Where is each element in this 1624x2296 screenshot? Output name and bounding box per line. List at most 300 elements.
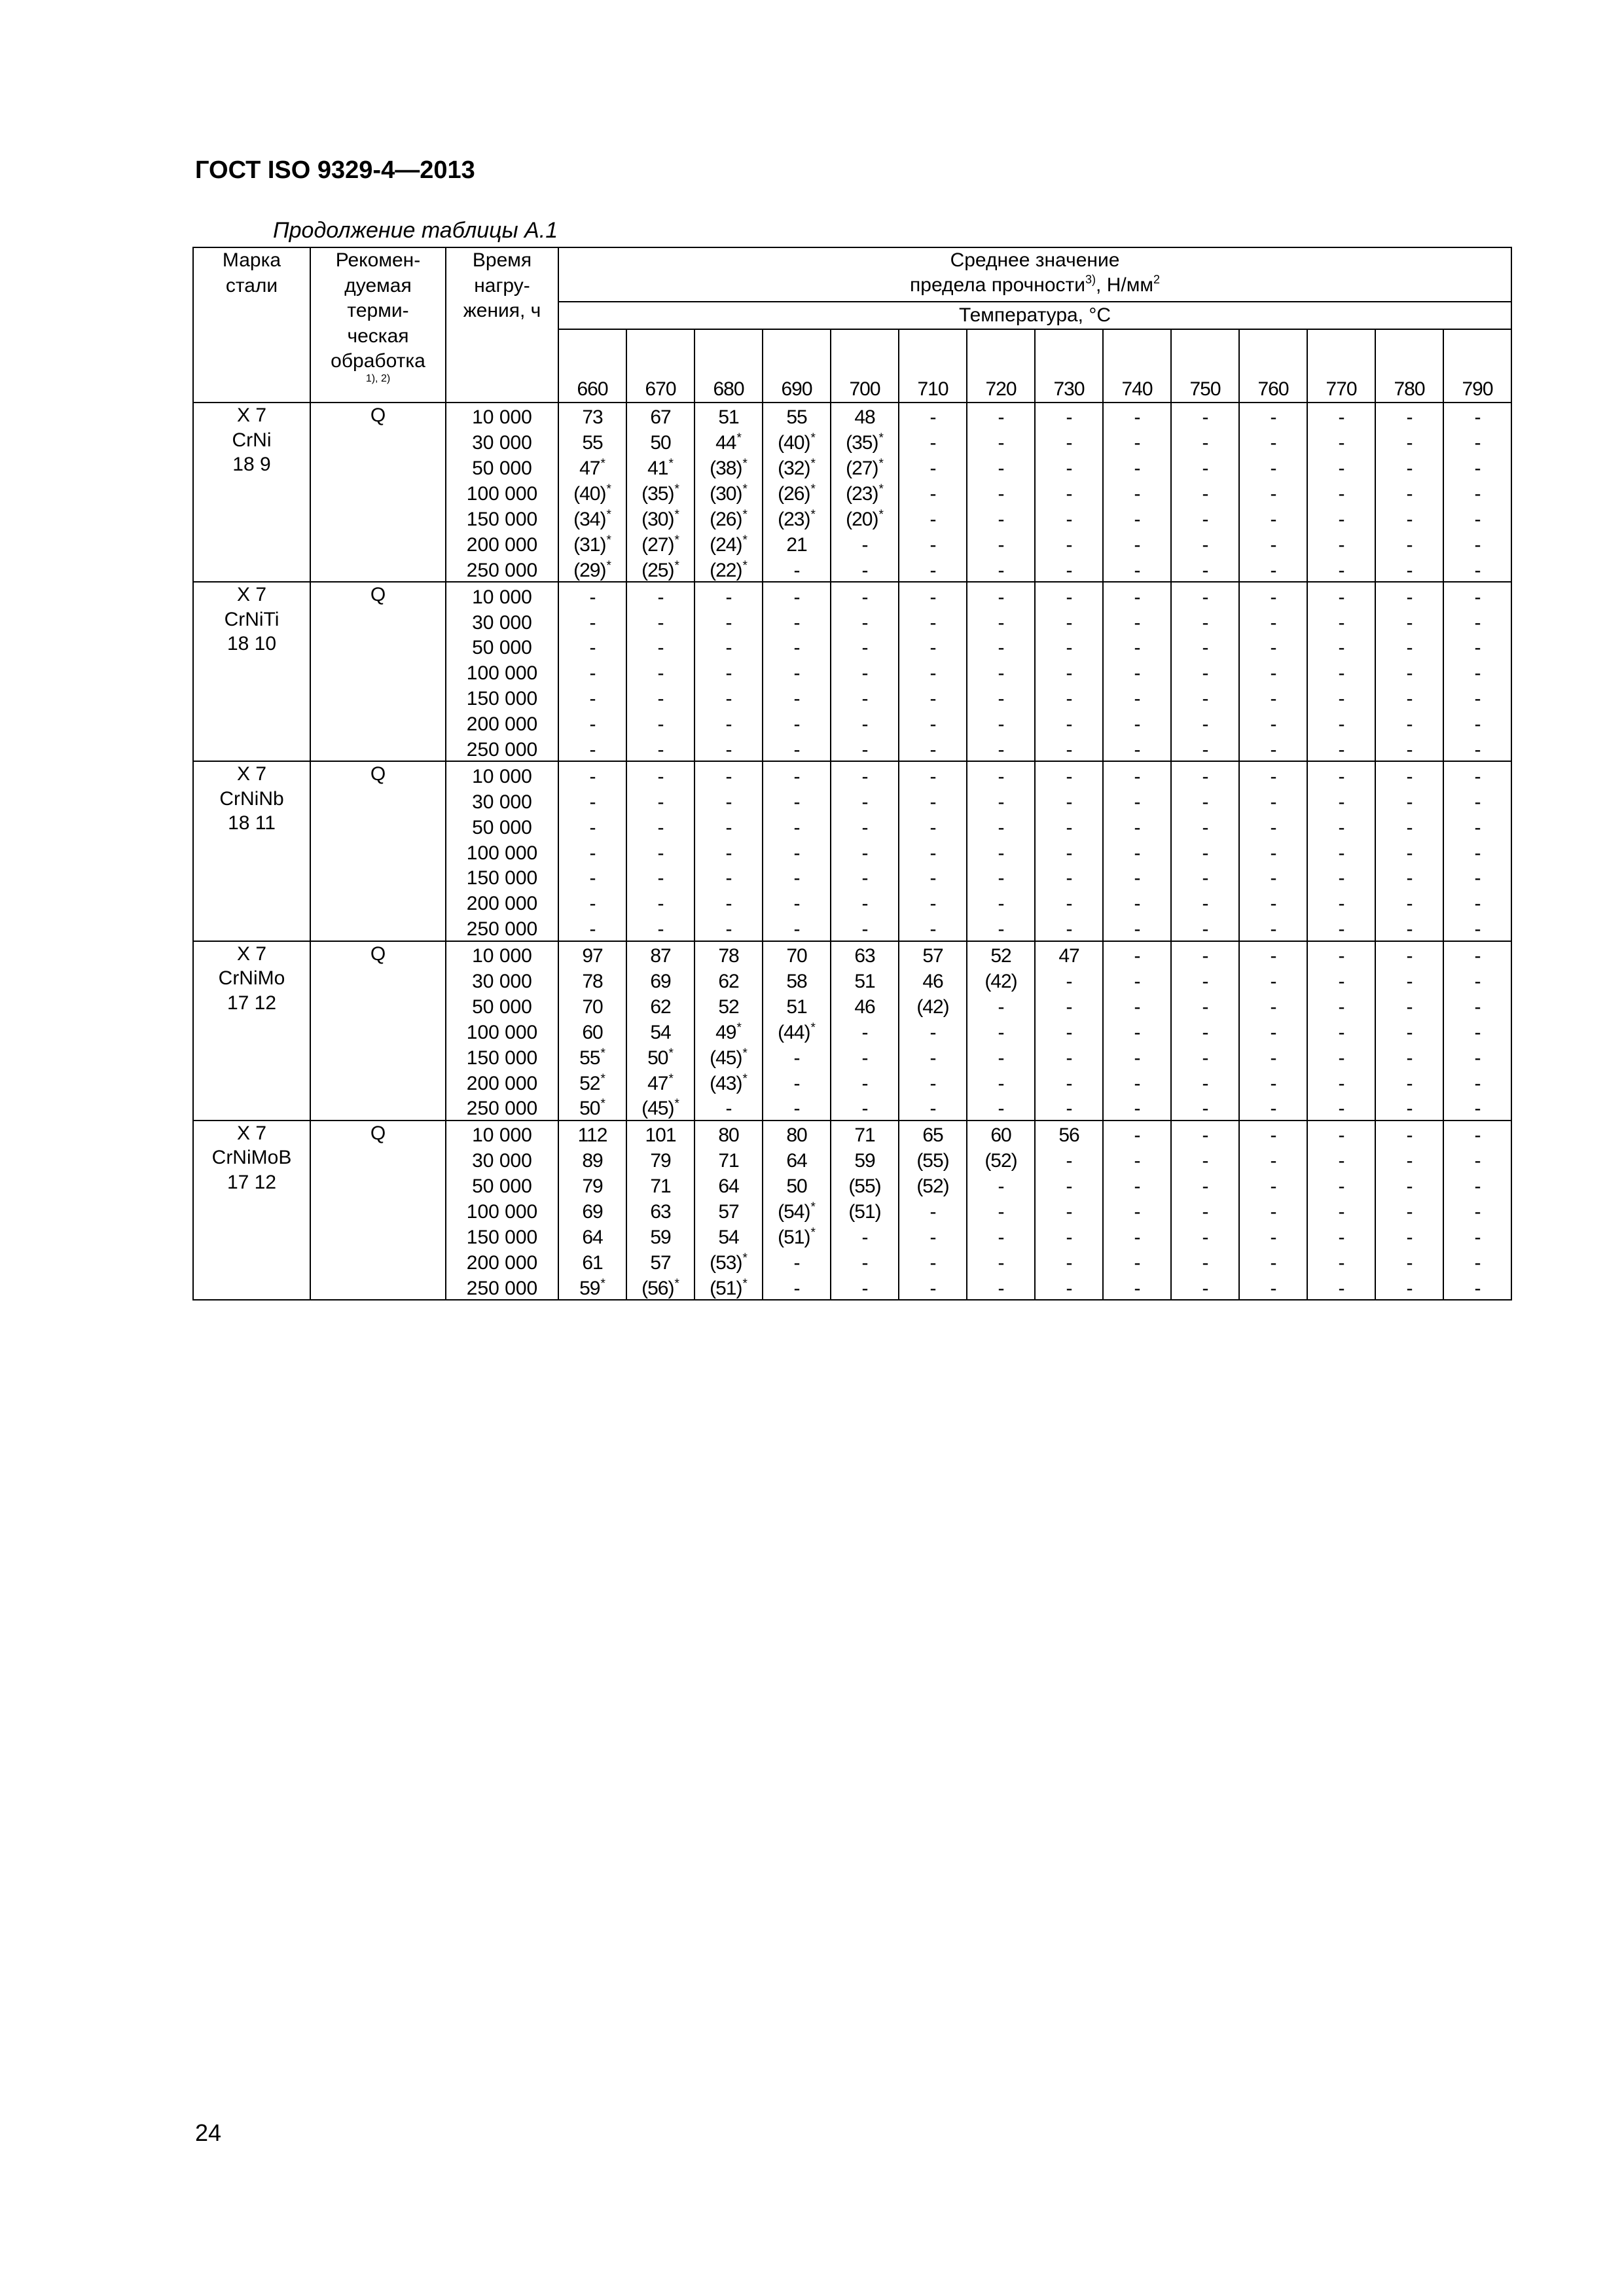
- value-cell: -: [763, 608, 831, 634]
- value-cell: -: [558, 736, 626, 762]
- value-cell: (53)*: [695, 1248, 763, 1274]
- value-cell: -: [558, 787, 626, 813]
- value-cell: 67: [626, 403, 695, 429]
- value-cell: -: [1103, 1094, 1171, 1121]
- load-time-cell: 50 000: [446, 992, 558, 1018]
- value-cell: -: [1375, 556, 1443, 582]
- value-cell: -: [1103, 710, 1171, 736]
- value-cell: -: [1375, 1198, 1443, 1223]
- value-cell: -: [967, 403, 1035, 429]
- value-cell: (26)*: [695, 505, 763, 531]
- value-cell: (55): [831, 1172, 899, 1198]
- value-cell: -: [1443, 1172, 1511, 1198]
- footnote-asterisk: *: [736, 431, 742, 446]
- value-cell: -: [626, 659, 695, 685]
- value-cell: -: [1239, 1274, 1307, 1300]
- value-cell: -: [1307, 889, 1375, 915]
- table-row: [193, 1121, 1511, 1147]
- value-cell: -: [763, 1248, 831, 1274]
- value-cell: -: [899, 787, 967, 813]
- value-cell: -: [967, 710, 1035, 736]
- value-cell: -: [831, 634, 899, 659]
- value-cell: 61: [558, 1248, 626, 1274]
- steel-grade-line: 17 12: [226, 1171, 277, 1193]
- footnote-asterisk: *: [810, 1200, 816, 1215]
- value-cell: -: [1171, 761, 1239, 787]
- value-cell: 57: [695, 1198, 763, 1223]
- value-cell: -: [1171, 787, 1239, 813]
- footnote-asterisk: *: [878, 457, 884, 471]
- value-cell: -: [967, 992, 1035, 1018]
- value-cell: -: [558, 582, 626, 608]
- value-cell: -: [1307, 634, 1375, 659]
- footnote-asterisk: *: [810, 482, 816, 497]
- value-cell: -: [1103, 1121, 1171, 1147]
- value-cell: -: [763, 736, 831, 762]
- value-cell: -: [1035, 967, 1103, 993]
- value-cell: (23)*: [831, 480, 899, 505]
- value-cell: -: [626, 710, 695, 736]
- value-cell: -: [1171, 1248, 1239, 1274]
- value-cell: -: [1443, 864, 1511, 889]
- value-cell: -: [1375, 429, 1443, 454]
- value-cell: (42): [967, 967, 1035, 993]
- value-cell: -: [695, 736, 763, 762]
- value-cell: -: [695, 813, 763, 838]
- value-cell: (51)*: [763, 1223, 831, 1249]
- value-cell: -: [1307, 1094, 1375, 1121]
- value-cell: (24)*: [695, 530, 763, 556]
- strength-table: [192, 247, 1512, 1300]
- value-cell: -: [1239, 556, 1307, 582]
- value-cell: (35)*: [626, 480, 695, 505]
- value-cell: -: [1035, 582, 1103, 608]
- value-cell: -: [1443, 889, 1511, 915]
- value-cell: -: [899, 1094, 967, 1121]
- steel-grade-line: X 7: [236, 942, 267, 965]
- value-cell: -: [899, 530, 967, 556]
- value-cell: -: [1239, 429, 1307, 454]
- footnote-asterisk: *: [810, 1225, 816, 1240]
- value-cell: -: [1375, 403, 1443, 429]
- value-cell: -: [899, 556, 967, 582]
- value-cell: -: [967, 813, 1035, 838]
- value-cell: -: [1171, 967, 1239, 993]
- value-cell: -: [1307, 505, 1375, 531]
- value-cell: (29)*: [558, 556, 626, 582]
- value-cell: 63: [831, 941, 899, 967]
- value-cell: -: [1035, 1248, 1103, 1274]
- value-cell: 41*: [626, 454, 695, 480]
- value-cell: -: [967, 1043, 1035, 1069]
- value-cell: -: [1443, 736, 1511, 762]
- value-cell: -: [1307, 454, 1375, 480]
- load-time-cell: 30 000: [446, 608, 558, 634]
- value-cell: -: [831, 915, 899, 941]
- value-cell: -: [626, 915, 695, 941]
- steel-grade-cell: [193, 761, 310, 941]
- value-cell: -: [626, 787, 695, 813]
- value-cell: -: [831, 813, 899, 838]
- steel-grade-line: X 7: [236, 584, 267, 606]
- footnote-asterisk: *: [674, 558, 679, 573]
- value-cell: -: [1239, 787, 1307, 813]
- load-time-cell: 150 000: [446, 685, 558, 710]
- header-heat-treatment: [310, 247, 446, 403]
- footnote-asterisk: *: [606, 482, 611, 497]
- header-strength-footnote: 3): [1085, 273, 1096, 286]
- value-cell: -: [1443, 710, 1511, 736]
- value-cell: -: [1171, 915, 1239, 941]
- value-cell: (52): [899, 1172, 967, 1198]
- load-time-cell: 50 000: [446, 454, 558, 480]
- value-cell: (56)*: [626, 1274, 695, 1300]
- load-time-cell: 200 000: [446, 1248, 558, 1274]
- value-cell: -: [967, 608, 1035, 634]
- load-time-cell: 100 000: [446, 1018, 558, 1043]
- value-cell: -: [1171, 403, 1239, 429]
- value-cell: -: [1035, 480, 1103, 505]
- value-cell: -: [899, 813, 967, 838]
- value-cell: -: [1103, 864, 1171, 889]
- value-cell: -: [1443, 530, 1511, 556]
- value-cell: -: [967, 838, 1035, 864]
- value-cell: -: [967, 1069, 1035, 1094]
- value-cell: -: [1035, 1043, 1103, 1069]
- value-cell: -: [1103, 403, 1171, 429]
- value-cell: -: [1443, 1248, 1511, 1274]
- value-cell: -: [1239, 864, 1307, 889]
- value-cell: (27)*: [626, 530, 695, 556]
- value-cell: -: [899, 1274, 967, 1300]
- value-cell: -: [1307, 1018, 1375, 1043]
- load-time-cell: 10 000: [446, 761, 558, 787]
- load-time-cell: 10 000: [446, 1121, 558, 1147]
- value-cell: -: [1171, 1043, 1239, 1069]
- header-temperature-770: 770: [1307, 329, 1375, 403]
- value-cell: -: [899, 1043, 967, 1069]
- header-temperature: Температура, °С: [558, 302, 1511, 329]
- table-row: [193, 941, 1511, 967]
- footnote-asterisk: *: [606, 533, 611, 547]
- value-cell: -: [1375, 864, 1443, 889]
- value-cell: -: [1035, 1094, 1103, 1121]
- heat-treatment-cell: Q: [310, 1121, 446, 1300]
- value-cell: -: [1375, 1172, 1443, 1198]
- value-cell: -: [763, 1274, 831, 1300]
- value-cell: -: [967, 480, 1035, 505]
- value-cell: -: [1171, 1172, 1239, 1198]
- value-cell: -: [1171, 864, 1239, 889]
- value-cell: -: [831, 556, 899, 582]
- value-cell: -: [1443, 429, 1511, 454]
- value-cell: 52: [967, 941, 1035, 967]
- footnote-asterisk: *: [674, 1097, 679, 1111]
- value-cell: -: [1103, 915, 1171, 941]
- value-cell: -: [1103, 1248, 1171, 1274]
- value-cell: 60: [967, 1121, 1035, 1147]
- header-strength-line2-wrap: [559, 273, 1511, 298]
- value-cell: -: [1375, 889, 1443, 915]
- value-cell: 101: [626, 1121, 695, 1147]
- value-cell: -: [1443, 659, 1511, 685]
- value-cell: -: [626, 634, 695, 659]
- value-cell: (43)*: [695, 1069, 763, 1094]
- value-cell: 50*: [558, 1094, 626, 1121]
- steel-grade-cell: [193, 582, 310, 761]
- value-cell: -: [967, 915, 1035, 941]
- value-cell: -: [558, 659, 626, 685]
- value-cell: -: [831, 1274, 899, 1300]
- value-cell: -: [1443, 1223, 1511, 1249]
- value-cell: -: [1443, 838, 1511, 864]
- value-cell: -: [1171, 634, 1239, 659]
- value-cell: -: [1171, 1094, 1239, 1121]
- document-header: ГОСТ ISO 9329-4—2013: [195, 156, 475, 184]
- footnote-asterisk: *: [742, 457, 748, 471]
- value-cell: -: [1035, 992, 1103, 1018]
- header-temperature-680: 680: [695, 329, 763, 403]
- header-temperature-690: 690: [763, 329, 831, 403]
- value-cell: -: [1443, 480, 1511, 505]
- value-cell: -: [763, 761, 831, 787]
- value-cell: -: [1443, 787, 1511, 813]
- value-cell: 59: [831, 1147, 899, 1172]
- value-cell: -: [1103, 967, 1171, 993]
- value-cell: -: [1239, 480, 1307, 505]
- value-cell: -: [626, 889, 695, 915]
- footnote-asterisk: *: [810, 1020, 816, 1035]
- value-cell: -: [831, 1018, 899, 1043]
- value-cell: -: [1035, 1018, 1103, 1043]
- table-row: [193, 761, 1511, 787]
- value-cell: -: [763, 685, 831, 710]
- header-temperature-750: 750: [1171, 329, 1239, 403]
- header-temperature-730: 730: [1035, 329, 1103, 403]
- value-cell: -: [899, 659, 967, 685]
- value-cell: 78: [558, 967, 626, 993]
- footnote-asterisk: *: [600, 1097, 605, 1111]
- value-cell: -: [1307, 710, 1375, 736]
- steel-grade-line: CrNiMoB: [211, 1147, 292, 1169]
- value-cell: -: [1035, 1198, 1103, 1223]
- value-cell: -: [695, 915, 763, 941]
- value-cell: 51: [831, 967, 899, 993]
- value-cell: -: [1103, 556, 1171, 582]
- value-cell: 47*: [558, 454, 626, 480]
- value-cell: 52*: [558, 1069, 626, 1094]
- value-cell: -: [1375, 1018, 1443, 1043]
- value-cell: -: [1035, 787, 1103, 813]
- value-cell: -: [1171, 710, 1239, 736]
- value-cell: -: [1239, 1223, 1307, 1249]
- load-time-cell: 150 000: [446, 1223, 558, 1249]
- value-cell: -: [763, 634, 831, 659]
- footnote-asterisk: *: [668, 457, 674, 471]
- value-cell: -: [831, 864, 899, 889]
- value-cell: -: [1239, 634, 1307, 659]
- value-cell: -: [1171, 429, 1239, 454]
- value-cell: 89: [558, 1147, 626, 1172]
- value-cell: -: [1443, 992, 1511, 1018]
- footnote-asterisk: *: [742, 1046, 748, 1060]
- value-cell: 62: [695, 967, 763, 993]
- value-cell: -: [1443, 556, 1511, 582]
- value-cell: -: [1307, 787, 1375, 813]
- value-cell: -: [1103, 787, 1171, 813]
- value-cell: -: [899, 889, 967, 915]
- footnote-asterisk: *: [742, 558, 748, 573]
- value-cell: -: [695, 608, 763, 634]
- footnote-asterisk: *: [810, 508, 816, 522]
- value-cell: (42): [899, 992, 967, 1018]
- heat-treatment-cell: Q: [310, 941, 446, 1121]
- value-cell: (52): [967, 1147, 1035, 1172]
- value-cell: -: [1035, 864, 1103, 889]
- value-cell: -: [1307, 813, 1375, 838]
- value-cell: -: [1307, 1198, 1375, 1223]
- value-cell: 50*: [626, 1043, 695, 1069]
- value-cell: -: [1035, 556, 1103, 582]
- footnote-asterisk: *: [878, 482, 884, 497]
- header-heat-treatment-label: Рекомен- дуемая терми- ческая обработка: [331, 249, 425, 372]
- load-time-cell: 250 000: [446, 736, 558, 762]
- footnote-asterisk: *: [674, 482, 679, 497]
- value-cell: -: [899, 1223, 967, 1249]
- footnote-asterisk: *: [600, 1071, 605, 1086]
- value-cell: -: [763, 582, 831, 608]
- table-body: [193, 403, 1511, 1300]
- value-cell: -: [967, 1094, 1035, 1121]
- value-cell: 57: [626, 1248, 695, 1274]
- header-strength-line1: Среднее значение: [950, 249, 1120, 271]
- value-cell: 69: [558, 1198, 626, 1223]
- value-cell: -: [1239, 813, 1307, 838]
- load-time-cell: 100 000: [446, 659, 558, 685]
- value-cell: -: [1375, 530, 1443, 556]
- value-cell: -: [1239, 710, 1307, 736]
- value-cell: -: [1103, 454, 1171, 480]
- value-cell: -: [1239, 608, 1307, 634]
- value-cell: -: [831, 530, 899, 556]
- value-cell: -: [695, 634, 763, 659]
- value-cell: -: [1171, 659, 1239, 685]
- value-cell: -: [1375, 1223, 1443, 1249]
- value-cell: -: [967, 1248, 1035, 1274]
- value-cell: -: [1035, 659, 1103, 685]
- value-cell: -: [967, 787, 1035, 813]
- value-cell: -: [1171, 556, 1239, 582]
- footnote-asterisk: *: [600, 1046, 605, 1060]
- value-cell: 56: [1035, 1121, 1103, 1147]
- value-cell: -: [1375, 992, 1443, 1018]
- load-time-cell: 50 000: [446, 634, 558, 659]
- value-cell: -: [1239, 685, 1307, 710]
- header-mean-strength: [558, 247, 1511, 302]
- value-cell: -: [899, 1198, 967, 1223]
- header-strength-unit: , Н/мм: [1096, 274, 1153, 296]
- value-cell: -: [899, 915, 967, 941]
- value-cell: -: [1443, 941, 1511, 967]
- value-cell: -: [831, 1043, 899, 1069]
- value-cell: -: [1103, 1018, 1171, 1043]
- value-cell: -: [967, 582, 1035, 608]
- load-time-cell: 150 000: [446, 505, 558, 531]
- value-cell: -: [1307, 556, 1375, 582]
- value-cell: (54)*: [763, 1198, 831, 1223]
- value-cell: -: [1171, 1018, 1239, 1043]
- header-temperature-790: 790: [1443, 329, 1511, 403]
- value-cell: -: [1239, 992, 1307, 1018]
- value-cell: 59*: [558, 1274, 626, 1300]
- value-cell: 46: [899, 967, 967, 993]
- value-cell: -: [1035, 403, 1103, 429]
- value-cell: -: [1239, 736, 1307, 762]
- value-cell: -: [831, 1248, 899, 1274]
- footnote-asterisk: *: [674, 533, 679, 547]
- value-cell: -: [1239, 1248, 1307, 1274]
- value-cell: -: [1035, 454, 1103, 480]
- value-cell: -: [1035, 1069, 1103, 1094]
- value-cell: 58: [763, 967, 831, 993]
- value-cell: -: [1239, 1043, 1307, 1069]
- value-cell: -: [763, 556, 831, 582]
- value-cell: -: [1103, 1223, 1171, 1249]
- value-cell: -: [1171, 838, 1239, 864]
- steel-grade-line: CrNiNb: [219, 787, 284, 810]
- value-cell: -: [899, 736, 967, 762]
- value-cell: -: [1375, 1274, 1443, 1300]
- value-cell: 71: [695, 1147, 763, 1172]
- value-cell: 69: [626, 967, 695, 993]
- value-cell: 55: [558, 429, 626, 454]
- value-cell: -: [1035, 505, 1103, 531]
- value-cell: 55: [763, 403, 831, 429]
- value-cell: -: [899, 505, 967, 531]
- value-cell: -: [1239, 582, 1307, 608]
- value-cell: -: [1239, 838, 1307, 864]
- value-cell: -: [1375, 582, 1443, 608]
- footnote-asterisk: *: [668, 1071, 674, 1086]
- value-cell: (45)*: [695, 1043, 763, 1069]
- steel-grade-line: 18 10: [226, 633, 277, 655]
- value-cell: 71: [831, 1121, 899, 1147]
- header-temperature-700: 700: [831, 329, 899, 403]
- value-cell: -: [1443, 608, 1511, 634]
- header-temperature-740: 740: [1103, 329, 1171, 403]
- value-cell: 49*: [695, 1018, 763, 1043]
- value-cell: -: [1375, 761, 1443, 787]
- value-cell: -: [1171, 736, 1239, 762]
- value-cell: -: [1307, 480, 1375, 505]
- value-cell: -: [1035, 1274, 1103, 1300]
- value-cell: 64: [763, 1147, 831, 1172]
- value-cell: -: [626, 736, 695, 762]
- header-steel-grade: [193, 247, 310, 403]
- value-cell: -: [831, 736, 899, 762]
- header-temperature-710: 710: [899, 329, 967, 403]
- value-cell: -: [558, 685, 626, 710]
- value-cell: -: [967, 1198, 1035, 1223]
- value-cell: -: [1307, 1223, 1375, 1249]
- value-cell: -: [1239, 454, 1307, 480]
- value-cell: -: [967, 556, 1035, 582]
- value-cell: -: [1375, 1069, 1443, 1094]
- value-cell: -: [899, 685, 967, 710]
- load-time-cell: 30 000: [446, 1147, 558, 1172]
- value-cell: 51: [763, 992, 831, 1018]
- footnote-asterisk: *: [878, 431, 884, 446]
